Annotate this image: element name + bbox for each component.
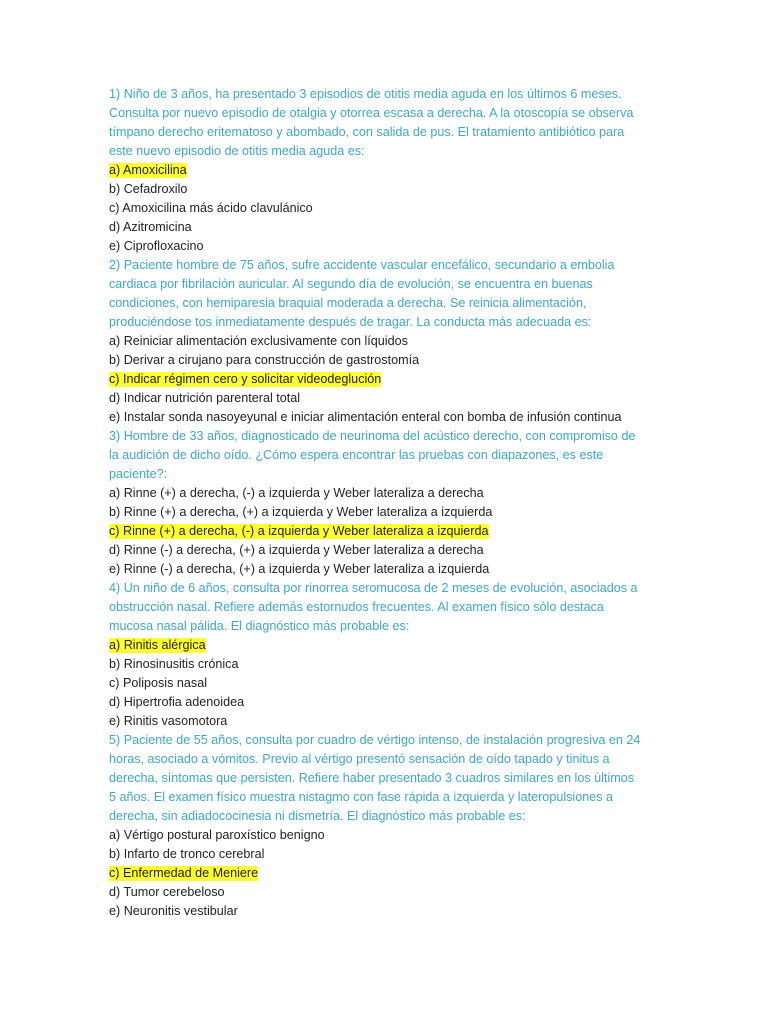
question-block-5 xyxy=(109,731,657,921)
question-4-option-c: c) Poliposis nasal xyxy=(109,676,207,690)
question-3-option-a: a) Rinne (+) a derecha, (-) a izquierda y Weber lateraliza a derecha xyxy=(109,486,484,500)
question-4-option-e: e) Rinitis vasomotora xyxy=(109,714,228,728)
question-2-option-d: d) Indicar nutrición parenteral total xyxy=(109,391,301,405)
question-5-option-a: a) Vértigo postural paroxístico benigno xyxy=(109,828,325,842)
question-3-option-e: e) Rinne (-) a derecha, (+) a izquierda y Weber lateraliza a izquierda xyxy=(109,562,490,576)
question-5-line-2: horas, asociado a vómitos. Previo al vértigo presentó sensación de oído tapado y tinitus a xyxy=(109,752,610,766)
question-5-option-c xyxy=(109,864,657,883)
question-2-line-4: produciéndose tos inmediatamente después de tragar. La conducta más adecuada es: xyxy=(109,315,592,329)
question-block-4 xyxy=(109,579,657,731)
question-5-line-1: 5) Paciente de 55 años, consulta por cuadro de vértigo intenso, de instalación progresiva en 24 xyxy=(109,733,641,747)
question-3-option-b: b) Rinne (+) a derecha, (+) a izquierda y Weber lateraliza a izquierda xyxy=(109,505,493,519)
question-1-option-a xyxy=(109,161,657,180)
question-4-line-3: mucosa nasal pálida. El diagnóstico más probable es: xyxy=(109,619,410,633)
question-1-option-e: e) Ciprofloxacino xyxy=(109,239,204,253)
question-1-line-4: este nuevo episodio de otitis media aguda es: xyxy=(109,144,365,158)
question-block-1 xyxy=(109,85,657,256)
question-5-option-d: d) Tumor cerebeloso xyxy=(109,885,225,899)
question-2-option-e: e) Instalar sonda nasoyeyunal e iniciar alimentación enteral con bomba de infusión continua xyxy=(109,410,622,424)
question-2-line-1: 2) Paciente hombre de 75 años, sufre accidente vascular encefálico, secundario a embolia xyxy=(109,258,615,272)
highlighted-answer: c) Enfermedad de Meniere xyxy=(109,866,259,880)
question-5-option-e: e) Neuronitis vestibular xyxy=(109,904,238,918)
question-2-line-3: condiciones, con hemiparesia braquial moderada a derecha. Se reinicia alimentación, xyxy=(109,296,587,310)
question-3-line-3: paciente?: xyxy=(109,467,168,481)
question-block-2 xyxy=(109,256,657,427)
highlighted-answer: c) Indicar régimen cero y solicitar videodeglución xyxy=(109,372,382,386)
question-4-option-a xyxy=(109,636,657,655)
question-1-option-d: d) Azitromicina xyxy=(109,220,192,234)
question-1-option-c: c) Amoxicilina más ácido clavulánico xyxy=(109,201,313,215)
highlighted-answer: c) Rinne (+) a derecha, (-) a izquierda y Weber lateraliza a izquierda xyxy=(109,524,489,538)
question-5-line-4: 5 años. El examen físico muestra nistagmo con fase rápida a izquierda y lateropulsiones a xyxy=(109,790,614,804)
question-4-line-2: obstrucción nasal. Refiere además estornudos frecuentes. Al examen físico sólo destaca xyxy=(109,600,604,614)
question-3-option-d: d) Rinne (-) a derecha, (+) a izquierda y Weber lateraliza a derecha xyxy=(109,543,484,557)
question-2-option-c xyxy=(109,370,657,389)
question-1-option-b: b) Cefadroxilo xyxy=(109,182,188,196)
question-2-option-b: b) Derivar a cirujano para construcción de gastrostomía xyxy=(109,353,420,367)
question-3-line-2: la audición de dicho oído. ¿Cómo espera encontrar las pruebas con diapazones, es este xyxy=(109,448,604,462)
question-2-line-2: cardiaca por fibrilación auricular. Al segundo día de evolución, se encuentra en buenas xyxy=(109,277,593,291)
question-5-line-5: derecha, sin adiadococinesia ni dismetría. El diagnóstico más probable es: xyxy=(109,809,526,823)
question-1-line-3: tímpano derecho eritematoso y abombado, con salida de pus. El tratamiento antibiótico para xyxy=(109,125,625,139)
question-5-option-b: b) Infarto de tronco cerebral xyxy=(109,847,265,861)
question-1-line-1: 1) Niño de 3 años, ha presentado 3 episodios de otitis media aguda en los últimos 6 meses. xyxy=(109,87,622,101)
question-1-line-2: Consulta por nuevo episodio de otalgia y otorrea escasa a derecha. A la otoscopía se observa xyxy=(109,106,634,120)
question-2-option-a: a) Reiniciar alimentación exclusivamente con líquidos xyxy=(109,334,408,348)
question-block-3 xyxy=(109,427,657,579)
question-3-option-c xyxy=(109,522,657,541)
question-4-option-d: d) Hipertrofia adenoidea xyxy=(109,695,245,709)
question-4-line-1: 4) Un niño de 6 años, consulta por rinorrea seromucosa de 2 meses de evolución, asociados a xyxy=(109,581,638,595)
highlighted-answer: a) Rinitis alérgica xyxy=(109,638,206,652)
question-5-line-3: derecha, síntomas que persisten. Refiere haber presentado 3 cuadros similares en los últimos xyxy=(109,771,635,785)
document-page xyxy=(109,85,657,921)
question-4-option-b: b) Rinosinusitis crónica xyxy=(109,657,239,671)
question-3-line-1: 3) Hombre de 33 años, diagnosticado de neurinoma del acústico derecho, con compromiso de xyxy=(109,429,636,443)
highlighted-answer: a) Amoxicilina xyxy=(109,163,187,177)
